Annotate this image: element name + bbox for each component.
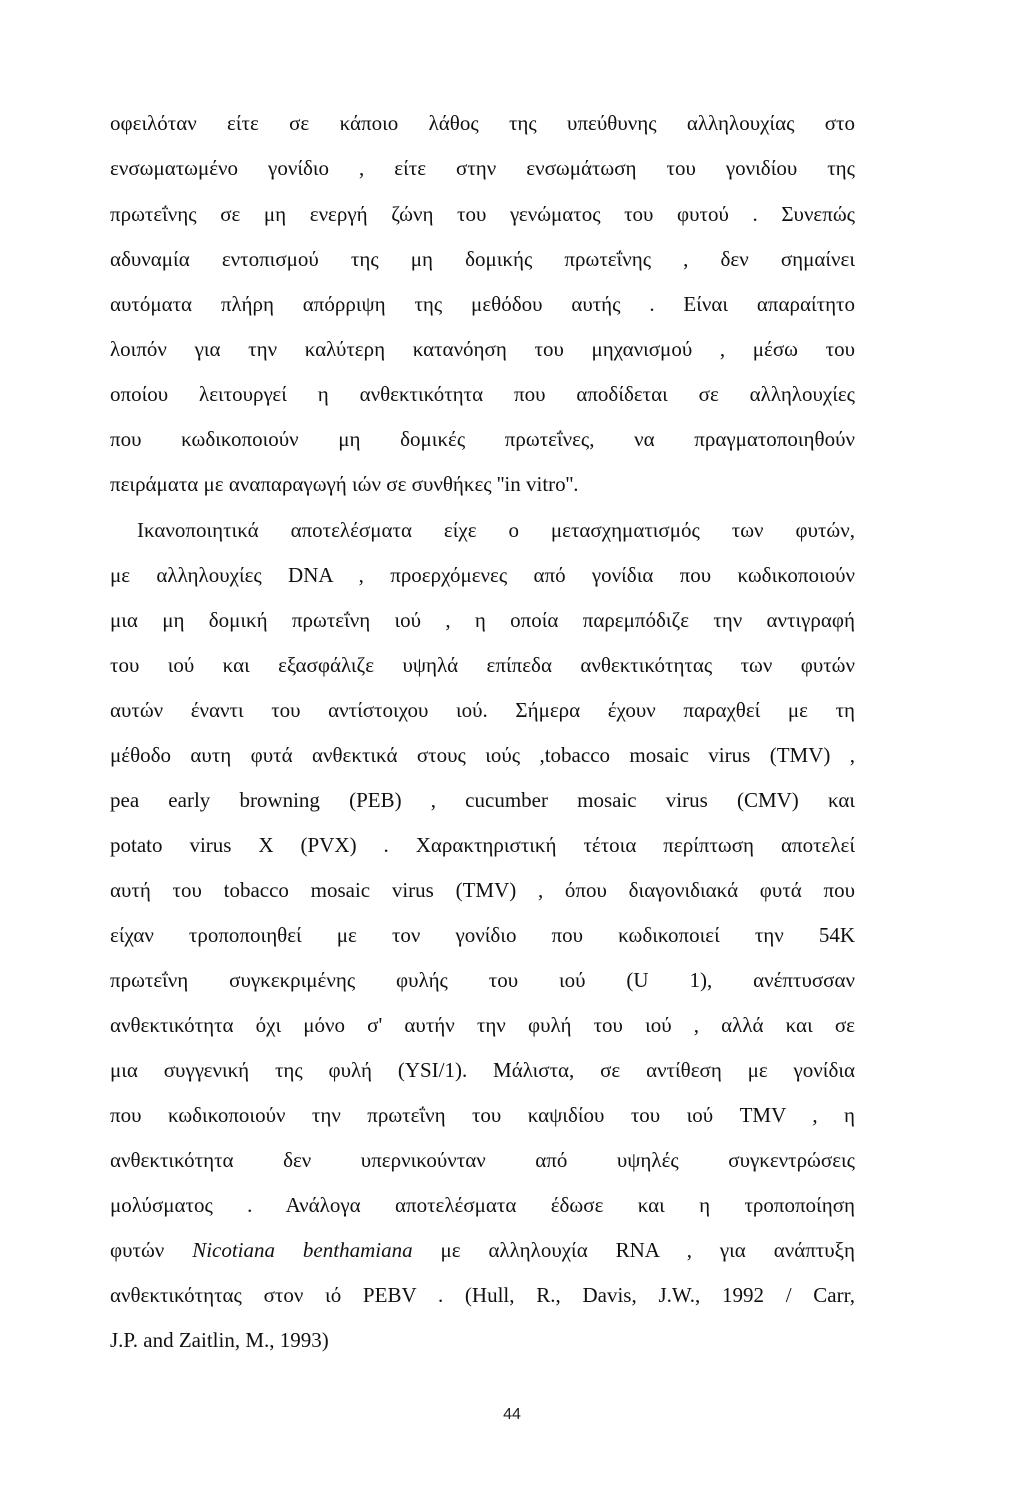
text-segment: φυτών bbox=[110, 1238, 193, 1262]
text-line: που κωδικοποιούν μη δομικές πρωτεΐνες, να πραγματοποιηθούν bbox=[110, 427, 855, 451]
text-line: οφειλόταν είτε σε κάποιο λάθος της υπεύθυνης αλληλουχίας στο bbox=[110, 111, 855, 135]
text-line: πρωτεΐνης σε μη ενεργή ζώνη του γενώματος του φυτού . Συνεπώς bbox=[110, 202, 855, 226]
text-line: είχαν τροποποιηθεί με τον γονίδιο που κωδικοποιεί την 54K bbox=[110, 923, 855, 947]
text-line: αυτή του tobacco mosaic virus (TMV) , όπου διαγονιδιακά φυτά που bbox=[110, 878, 855, 902]
text-line: ανθεκτικότητα όχι μόνο σ' αυτήν την φυλή του ιού , αλλά και σε bbox=[110, 1013, 855, 1037]
text-line: του ιού και εξασφάλιζε υψηλά επίπεδα ανθεκτικότητας των φυτών bbox=[110, 653, 855, 677]
text-line: potato virus X (PVX) . Χαρακτηριστική τέτοια περίπτωση αποτελεί bbox=[110, 833, 855, 857]
text-line: λοιπόν για την καλύτερη κατανόηση του μηχανισμού , μέσω του bbox=[110, 337, 855, 361]
text-line: Ικανοποιητικά αποτελέσματα είχε ο μετασχηματισμός των φυτών, bbox=[137, 518, 855, 542]
page-number: 44 bbox=[503, 1406, 521, 1423]
text-line: αδυναμία εντοπισμού της μη δομικής πρωτεΐνης , δεν σημαίνει bbox=[110, 247, 855, 271]
text-line: που κωδικοποιούν την πρωτεΐνη του καψιδίου του ιού TMV , η bbox=[110, 1103, 855, 1127]
text-line: pea early browning (PEB) , cucumber mosaic virus (CMV) και bbox=[110, 788, 855, 812]
text-line: μια συγγενική της φυλή (YSI/1). Μάλιστα, σε αντίθεση με γονίδια bbox=[110, 1058, 855, 1082]
text-line: ανθεκτικότητας στον ιό PEBV . (Hull, R., Davis, J.W., 1992 / Carr, bbox=[110, 1283, 855, 1307]
text-line: αυτόματα πλήρη απόρριψη της μεθόδου αυτής . Είναι απαραίτητο bbox=[110, 292, 855, 316]
species-name: Nicotiana benthamiana bbox=[192, 1238, 413, 1262]
text-line: μολύσματος . Ανάλογα αποτελέσματα έδωσε και η τροποποίηση bbox=[110, 1193, 855, 1217]
text-line: J.P. and Zaitlin, M., 1993) bbox=[110, 1328, 329, 1352]
text-line: αυτών έναντι του αντίστοιχου ιού. Σήμερα έχουν παραχθεί με τη bbox=[110, 698, 855, 722]
text-line: με αλληλουχίες DNA , προερχόμενες από γονίδια που κωδικοποιούν bbox=[110, 563, 855, 587]
text-line: ανθεκτικότητα δεν υπερνικούνταν από υψηλές συγκεντρώσεις bbox=[110, 1148, 855, 1172]
text-line: μια μη δομική πρωτεΐνη ιού , η οποία παρεμπόδιζε την αντιγραφή bbox=[110, 608, 855, 632]
text-line-with-species-name bbox=[110, 1235, 855, 1265]
text-segment: με αλληλουχία RNA , για ανάπτυξη bbox=[412, 1238, 855, 1262]
text-line: ενσωματωμένο γονίδιο , είτε στην ενσωμάτωση του γονιδίου της bbox=[110, 156, 855, 180]
text-line: πρωτεΐνη συγκεκριμένης φυλής του ιού (U 1), ανέπτυσσαν bbox=[110, 968, 855, 992]
text-line: πειράματα με αναπαραγωγή ιών σε συνθήκες ''in vitro''. bbox=[110, 472, 579, 496]
text-line: οποίου λειτουργεί η ανθεκτικότητα που αποδίδεται σε αλληλουχίες bbox=[110, 382, 855, 406]
text-line: μέθοδο αυτη φυτά ανθεκτικά στους ιούς ,tobacco mosaic virus (TMV) , bbox=[110, 743, 855, 767]
